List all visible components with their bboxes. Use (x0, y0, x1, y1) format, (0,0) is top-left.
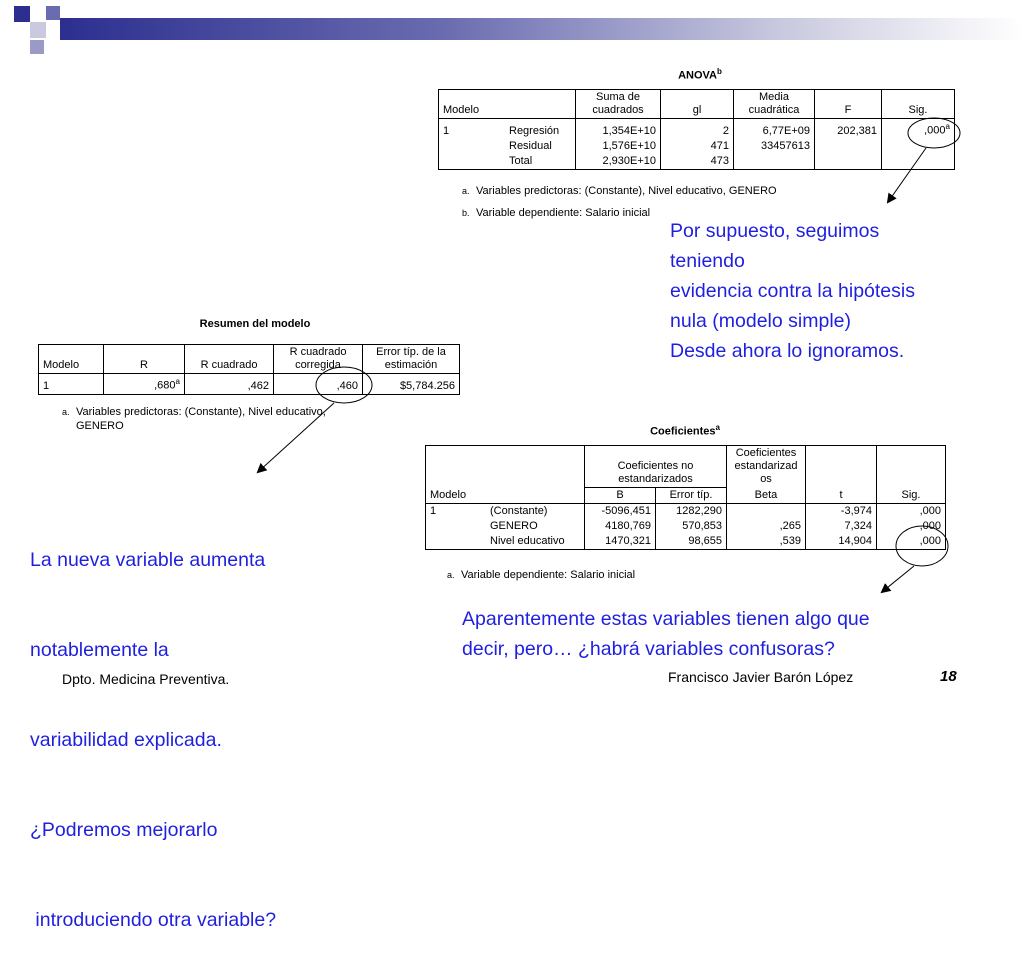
coef-sig-circle (896, 526, 948, 566)
table-row: 1 (Constante) -5096,451 1282,290 -3,974 ,000 (426, 503, 946, 519)
anova-comment: Por supuesto, seguimos teniendo evidencia contra la hipótesis nula (modelo simple) Desde ahora lo ignoramos. (670, 220, 915, 362)
coef-header-std: Coeficientes estandarizad os (727, 446, 806, 488)
resumen-header-err: Error típ. de la estimación (363, 345, 460, 374)
resumen-title: Resumen del modelo (199, 318, 311, 330)
table-row: Nivel educativo 1470,321 98,655 ,539 14,904 ,000 (426, 534, 946, 550)
footer-author: Francisco Javier Barón López (668, 669, 854, 685)
anova-header-model: Modelo (443, 104, 480, 116)
resumen-header-r2c: R cuadrado corregida (274, 345, 363, 374)
table-row: Total 2,930E+10 473 (439, 154, 955, 170)
resumen-header-r: R (104, 345, 185, 374)
resumen-r2c-circle (316, 367, 372, 403)
anova-arrow (888, 148, 926, 202)
footer-department: Dpto. Medicina Preventiva. (62, 671, 230, 687)
coef-header-b: B (585, 487, 656, 503)
coef-header-sig: Sig. (877, 487, 946, 503)
resumen-comment: La nueva variable aumenta notablemente la variabilidad explicada. ¿Podremos mejorarlo introduciendo otra variable? (30, 549, 277, 931)
coef-header-se: Error típ. (656, 487, 727, 503)
anova-note-b: b. Variable dependiente: Salario inicial (462, 207, 651, 219)
anova-sig-circle (908, 118, 960, 148)
table-row: 1 ,680$^a$ ,462 ,460 $5,784.256 (39, 374, 460, 395)
table-row: 1 Regresión 1,354E+10 2 6,77E+09 202,381 ,000$^a$ (439, 119, 955, 139)
anova-header-gl: gl (661, 90, 734, 119)
anova-header-ss: Suma de cuadrados (576, 90, 661, 119)
coef-header-beta: Beta (727, 487, 806, 503)
table-row: Residual 1,576E+10 471 33457613 (439, 139, 955, 154)
coef-header-t: t (806, 487, 877, 503)
coef-header-unstd: Coeficientes no estandarizados (585, 446, 727, 488)
resumen-arrow (258, 403, 334, 472)
table-row: GENERO 4180,769 570,853 ,265 7,324 ,000 (426, 519, 946, 534)
footer-page-number: 18 (940, 668, 957, 685)
anova-note-a: a. Variables predictoras: (Constante), Nivel educativo, GENERO (462, 185, 777, 197)
anova-header-ms: Media cuadrática (734, 90, 815, 119)
anova-header-f: F (815, 90, 882, 119)
resumen-header-r2: R cuadrado (185, 345, 274, 374)
anova-header-sig: Sig. (882, 90, 955, 119)
coef-header-model: Modelo (430, 488, 467, 501)
resumen-header-model: Modelo (43, 359, 80, 371)
coef-arrow (882, 566, 914, 592)
resumen-note-a: a. Variables predictoras: (Constante), Nivel educativo, GENERO (62, 406, 326, 432)
anova-title: ANOVA$^b$ (678, 67, 722, 82)
coef-note-a: a. Variable dependiente: Salario inicial (447, 569, 636, 581)
coef-title: Coeficientes$^a$ (650, 423, 720, 438)
coef-comment: Aparentemente estas variables tienen algo que decir, pero… ¿habrá variables confusoras? (462, 608, 870, 660)
